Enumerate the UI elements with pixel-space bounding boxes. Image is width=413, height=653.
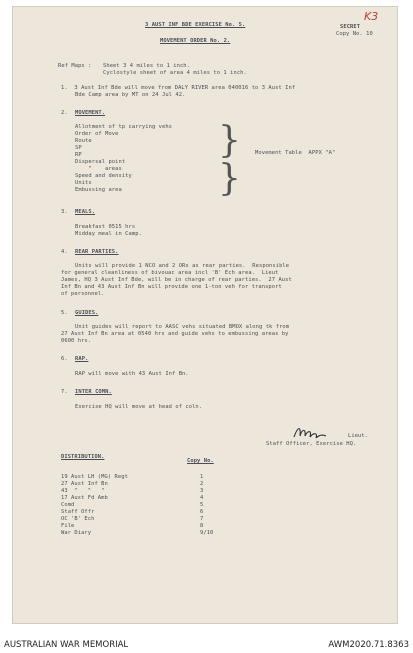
list-item: Order of Move (75, 131, 119, 137)
list-item: Allotment of tp carrying vehs (75, 124, 173, 130)
para-1-line-1: 1. 3 Aust Inf Bde will move from DALY RIVER area 040016 to 3 Aust Inf (61, 85, 296, 91)
distribution-unit: 43 " " " (61, 488, 105, 494)
signature-title: Staff Officer, Exercise HQ. (266, 441, 357, 447)
handwritten-number: K3 (364, 10, 379, 23)
para-7-number: 7. (61, 389, 68, 395)
para-4-heading: REAR PARTIES. (75, 249, 119, 255)
distribution-copy: 7 (200, 516, 204, 522)
distribution-unit: 27 Aust Inf Bn (61, 481, 108, 487)
para-2-heading: MOVEMENT. (75, 110, 106, 116)
handwritten-signature (292, 424, 328, 442)
para-3-number: 3. (61, 209, 68, 215)
distribution-unit: Comd (61, 502, 75, 508)
bracket-bottom: } (218, 158, 241, 199)
para-4-line: for general cleanliness of bivouac area incl 'B' Ech area. Lieut (61, 270, 279, 276)
distribution-unit: 19 Aust LH (MG) Regt (61, 474, 128, 480)
copy-number-heading: Copy No. (187, 458, 214, 464)
para-4-line: of personnel. (61, 291, 105, 297)
list-item: Route (75, 138, 92, 144)
para-4-line: Units will provide 1 NCO and 2 ORs as rear parties. Responsible (75, 263, 290, 269)
para-5-line: Unit guides will report to AASC vehs situated BMOX along tk from (75, 324, 290, 330)
distribution-copy: 9/10 (200, 530, 214, 536)
distribution-copy: 2 (200, 481, 204, 487)
list-item: SP (75, 145, 82, 151)
order-title: 3 AUST INF BDE EXERCISE No. 5. (145, 22, 246, 28)
copy-number: Copy No. 10 (336, 31, 373, 37)
para-6-heading: RAP. (75, 356, 89, 362)
distribution-unit: 17 Aust Fd Amb (61, 495, 108, 501)
para-4-number: 4. (61, 249, 68, 255)
distribution-copy: 3 (200, 488, 204, 494)
distribution-copy: 4 (200, 495, 204, 501)
para-3-line-2: Midday meal in Camp. (75, 231, 142, 237)
ref-maps-label: Ref Maps : (58, 63, 92, 69)
distribution-unit: OC 'B' Ech (61, 516, 95, 522)
para-2-number: 2. (61, 110, 68, 116)
list-item: Speed and density (75, 173, 132, 179)
para-5-line: 27 Aust Inf Bn area at 0540 hrs and guide vehs to embussing areas by (61, 331, 289, 337)
distribution-heading: DISTRIBUTION. (61, 454, 105, 460)
distribution-copy: 5 (200, 502, 204, 508)
para-7-heading: INTER COMN. (75, 389, 112, 395)
para-4-line: Inf Bn and 43 Aust Inf Bn will provide one 1-ton veh for transport (61, 284, 282, 290)
archive-reference: AWM2020.71.8363 (328, 640, 409, 650)
order-subtitle: MOVEMENT ORDER No. 2. (160, 38, 231, 44)
list-item: Dispersal point (75, 159, 126, 165)
para-6-number: 6. (61, 356, 68, 362)
list-item: Embussing area (75, 187, 122, 193)
list-item: Units (75, 180, 92, 186)
para-7-line-1: Exercise HQ will move at head of coln. (75, 404, 203, 410)
bracket-top: } (218, 120, 241, 161)
list-item: RP (75, 152, 82, 158)
distribution-copy: 1 (200, 474, 204, 480)
distribution-copy: 6 (200, 509, 204, 515)
distribution-unit: Staff Offr (61, 509, 95, 515)
ref-maps-line-1: Sheet 3 4 miles to 1 inch. (103, 63, 190, 69)
archive-credit: AUSTRALIAN WAR MEMORIAL (4, 640, 129, 650)
para-5-heading: GUIDES. (75, 310, 99, 316)
distribution-unit: File (61, 523, 75, 529)
movement-table-reference: Movement Table APPX "A" (255, 150, 336, 156)
ref-maps-line-2: Cyclostyle sheet of area 4 miles to 1 inch. (103, 70, 247, 76)
para-3-line-1: Breakfast 0515 hrs (75, 224, 136, 230)
para-6-line-1: RAP will move with 43 Aust Inf Bn. (75, 371, 189, 377)
para-3-heading: MEALS. (75, 209, 96, 215)
distribution-unit: War Diary (61, 530, 92, 536)
para-5-number: 5. (61, 310, 68, 316)
para-4-line: James, HQ 3 Aust Inf Bde, will be in charge of rear parties. 27 Aust (61, 277, 292, 283)
para-5-line: 0600 hrs. (61, 338, 92, 344)
signature-rank: Lieut. (348, 433, 369, 439)
para-1-line-2: Bde Camp area by MT on 24 Jul 42. (75, 92, 186, 98)
secret-marking: SECRET (340, 24, 361, 30)
distribution-copy: 8 (200, 523, 204, 529)
list-item: " areas (75, 166, 122, 172)
